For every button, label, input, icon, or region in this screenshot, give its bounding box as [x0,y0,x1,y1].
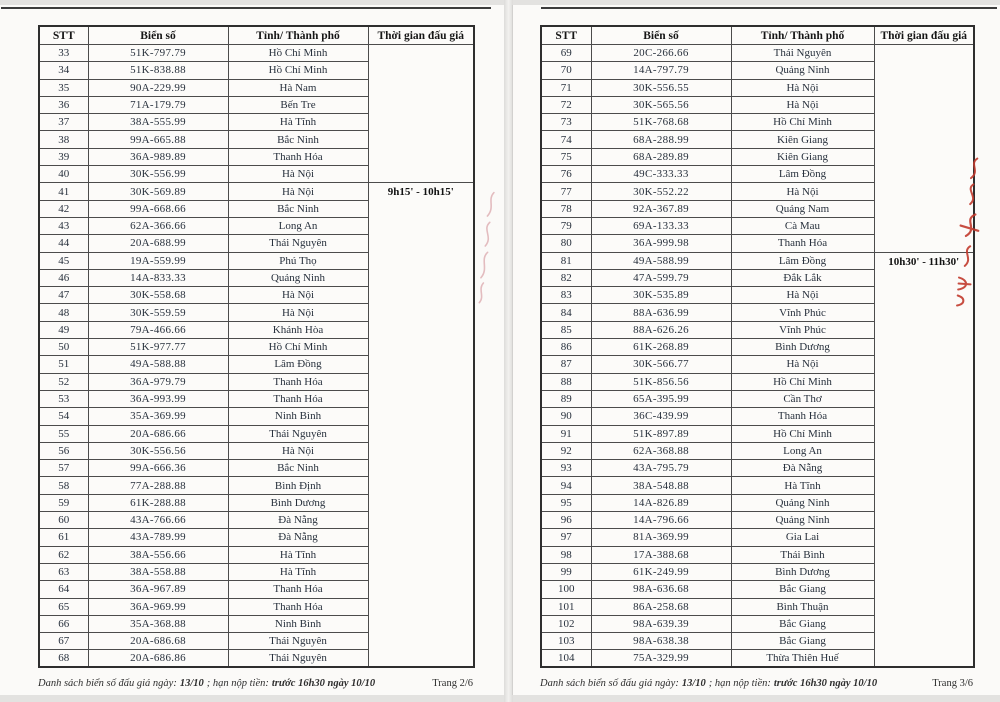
stt-cell: 96 [541,512,591,529]
stt-cell: 99 [541,563,591,580]
stt-cell: 49 [39,321,88,338]
table-row [541,252,974,269]
plate-cell: 65A-395.99 [591,390,731,407]
footer-prefix: Danh sách biển số đấu giá ngày: [38,678,177,689]
stt-cell: 87 [541,356,591,373]
footer-note [38,678,378,689]
province-cell: Bình Dương [228,494,368,511]
stt-cell: 66 [39,615,88,632]
stt-cell: 103 [541,633,591,650]
stt-cell: 100 [541,581,591,598]
plate-cell: 38A-556.66 [88,546,228,563]
stt-cell: 86 [541,339,591,356]
stt-cell: 59 [39,494,88,511]
province-cell: Bình Thuận [731,598,874,615]
plate-cell: 79A-466.66 [88,321,228,338]
stt-cell: 39 [39,148,88,165]
province-cell: Đà Nẵng [731,460,874,477]
province-cell: Bắc Ninh [228,460,368,477]
province-cell: Quảng Ninh [731,494,874,511]
table-row [541,45,974,62]
stt-cell: 50 [39,339,88,356]
plate-cell: 61K-288.88 [88,494,228,511]
footer-deadline: trước 16h30 ngày 10/10 [271,678,376,689]
stt-cell: 36 [39,96,88,113]
plate-cell: 30K-552.22 [591,183,731,200]
plate-cell: 36A-979.79 [88,373,228,390]
province-cell: Quảng Ninh [228,269,368,286]
province-cell: Bình Dương [731,339,874,356]
stt-cell: 41 [39,183,88,200]
plate-cell: 51K-856.56 [591,373,731,390]
province-cell: Bắc Giang [731,615,874,632]
table-header-row [541,26,974,45]
province-cell: Hà Tĩnh [731,477,874,494]
plate-cell: 69A-133.33 [591,217,731,234]
plate-cell: 14A-833.33 [88,269,228,286]
plate-cell: 49A-588.99 [591,252,731,269]
province-cell: Thái Nguyên [228,633,368,650]
plate-cell: 68A-289.89 [591,148,731,165]
plate-cell: 49C-333.33 [591,166,731,183]
province-cell: Thái Nguyên [228,425,368,442]
stt-cell: 46 [39,269,88,286]
province-cell: Ninh Bình [228,408,368,425]
stt-cell: 75 [541,148,591,165]
plate-cell: 30K-556.56 [88,442,228,459]
province-cell: Kiên Giang [731,148,874,165]
province-cell: Hà Nam [228,79,368,96]
province-cell: Hồ Chí Minh [228,45,368,62]
province-cell: Thanh Hóa [228,373,368,390]
stt-cell: 104 [541,650,591,667]
plate-cell: 30K-558.68 [88,287,228,304]
stt-cell: 33 [39,45,88,62]
plate-cell: 98A-639.39 [591,615,731,632]
plate-cell: 36C-439.99 [591,408,731,425]
plate-cell: 43A-789.99 [88,529,228,546]
province-cell: Thanh Hóa [228,581,368,598]
stt-cell: 35 [39,79,88,96]
stt-cell: 68 [39,650,88,667]
stt-cell: 71 [541,79,591,96]
page-divider [504,0,513,702]
stt-cell: 61 [39,529,88,546]
column-header-province: Tỉnh/ Thành phố [228,26,368,45]
province-cell: Ninh Bình [228,615,368,632]
plate-cell: 36A-999.98 [591,235,731,252]
province-cell: Bắc Giang [731,581,874,598]
province-cell: Gia Lai [731,529,874,546]
table-row [39,183,474,200]
column-header-province: Tỉnh/ Thành phố [731,26,874,45]
stt-cell: 85 [541,321,591,338]
plate-cell: 98A-636.68 [591,581,731,598]
plate-cell: 30K-556.99 [88,166,228,183]
province-cell: Quảng Ninh [731,62,874,79]
plate-cell: 38A-555.99 [88,114,228,131]
province-cell: Bình Định [228,477,368,494]
plate-cell: 36A-969.99 [88,598,228,615]
page-number: Trang 2/6 [432,678,473,689]
plate-cell: 30K-569.89 [88,183,228,200]
plate-cell: 51K-768.68 [591,114,731,131]
page-footer [38,678,473,689]
plate-cell: 30K-535.89 [591,287,731,304]
province-cell: Kiên Giang [731,131,874,148]
plate-cell: 38A-558.88 [88,563,228,580]
plate-cell: 88A-626.26 [591,321,731,338]
stt-cell: 52 [39,373,88,390]
plate-cell: 17A-388.68 [591,546,731,563]
stt-cell: 78 [541,200,591,217]
stt-cell: 62 [39,546,88,563]
province-cell: Thái Nguyên [228,650,368,667]
stt-cell: 76 [541,166,591,183]
plate-cell: 68A-288.99 [591,131,731,148]
province-cell: Phú Thọ [228,252,368,269]
province-cell: Hà Nội [228,287,368,304]
stt-cell: 88 [541,373,591,390]
plate-cell: 61K-268.89 [591,339,731,356]
auction-time-cell: 10h30' - 11h30' [874,252,974,667]
plate-cell: 36A-967.89 [88,581,228,598]
footer-auction-date: 13/10 [681,678,706,689]
stt-cell: 82 [541,269,591,286]
plate-cell: 99A-665.88 [88,131,228,148]
province-cell: Hà Nội [228,304,368,321]
province-cell: Thanh Hóa [731,235,874,252]
plate-cell: 35A-369.99 [88,408,228,425]
stt-cell: 65 [39,598,88,615]
footer-note [540,678,880,689]
stt-cell: 73 [541,114,591,131]
plate-cell: 14A-797.79 [591,62,731,79]
province-cell: Bắc Ninh [228,200,368,217]
province-cell: Hà Nội [731,79,874,96]
stt-cell: 98 [541,546,591,563]
plate-cell: 20A-686.66 [88,425,228,442]
column-header-auction-time: Thời gian đấu giá [874,26,974,45]
plate-cell: 38A-548.88 [591,477,731,494]
plate-cell: 43A-766.66 [88,512,228,529]
column-header-stt: STT [39,26,88,45]
plate-cell: 71A-179.79 [88,96,228,113]
province-cell: Thanh Hóa [228,148,368,165]
stt-cell: 34 [39,62,88,79]
stt-cell: 72 [541,96,591,113]
province-cell: Khánh Hòa [228,321,368,338]
province-cell: Hà Nội [731,356,874,373]
auction-time-cell: 9h15' - 10h15' [368,183,474,667]
license-plate-table-page2 [38,25,475,668]
plate-cell: 90A-229.99 [88,79,228,96]
stt-cell: 84 [541,304,591,321]
plate-cell: 36A-989.89 [88,148,228,165]
column-header-plate: Biển số [88,26,228,45]
province-cell: Cà Mau [731,217,874,234]
plate-cell: 77A-288.88 [88,477,228,494]
stt-cell: 89 [541,390,591,407]
province-cell: Bắc Ninh [228,131,368,148]
province-cell: Bắc Giang [731,633,874,650]
stt-cell: 58 [39,477,88,494]
stt-cell: 94 [541,477,591,494]
province-cell: Lâm Đồng [731,252,874,269]
plate-cell: 98A-638.38 [591,633,731,650]
plate-cell: 51K-838.88 [88,62,228,79]
province-cell: Đà Nẵng [228,529,368,546]
stt-cell: 55 [39,425,88,442]
stt-cell: 38 [39,131,88,148]
province-cell: Đà Nẵng [228,512,368,529]
province-cell: Vĩnh Phúc [731,304,874,321]
stt-cell: 92 [541,442,591,459]
plate-cell: 86A-258.68 [591,598,731,615]
province-cell: Hà Nội [731,183,874,200]
plate-cell: 30K-556.55 [591,79,731,96]
stt-cell: 53 [39,390,88,407]
plate-cell: 30K-565.56 [591,96,731,113]
plate-cell: 62A-366.66 [88,217,228,234]
plate-cell: 20A-686.68 [88,633,228,650]
footer-separator: ; hạn nộp tiền: [206,678,269,689]
province-cell: Hồ Chí Minh [228,339,368,356]
auction-time-cell [368,45,474,183]
stt-cell: 97 [541,529,591,546]
province-cell: Lâm Đồng [731,166,874,183]
province-cell: Hà Tĩnh [228,563,368,580]
plate-cell: 30K-559.59 [88,304,228,321]
stt-cell: 37 [39,114,88,131]
province-cell: Hà Nội [228,442,368,459]
province-cell: Thái Nguyên [228,235,368,252]
stt-cell: 54 [39,408,88,425]
plate-cell: 51K-977.77 [88,339,228,356]
province-cell: Thanh Hóa [228,390,368,407]
province-cell: Thừa Thiên Huế [731,650,874,667]
stt-cell: 83 [541,287,591,304]
province-cell: Đắk Lắk [731,269,874,286]
table-row [39,45,474,62]
province-cell: Hà Nội [228,183,368,200]
stt-cell: 57 [39,460,88,477]
stt-cell: 42 [39,200,88,217]
stt-cell: 91 [541,425,591,442]
plate-cell: 14A-796.66 [591,512,731,529]
province-cell: Hà Nội [731,96,874,113]
plate-cell: 61K-249.99 [591,563,731,580]
stt-cell: 79 [541,217,591,234]
stt-cell: 45 [39,252,88,269]
province-cell: Hà Nội [731,287,874,304]
plate-cell: 30K-566.77 [591,356,731,373]
stt-cell: 93 [541,460,591,477]
footer-deadline: trước 16h30 ngày 10/10 [773,678,878,689]
stt-cell: 64 [39,581,88,598]
plate-cell: 49A-588.88 [88,356,228,373]
plate-cell: 51K-897.89 [591,425,731,442]
footer-auction-date: 13/10 [179,678,204,689]
province-cell: Long An [731,442,874,459]
province-cell: Thái Bình [731,546,874,563]
scan-edge-line [1,7,491,9]
page-footer [540,678,973,689]
plate-cell: 20A-688.99 [88,235,228,252]
scan-edge-line [541,7,997,9]
plate-cell: 20C-266.66 [591,45,731,62]
province-cell: Hà Tĩnh [228,546,368,563]
stt-cell: 67 [39,633,88,650]
province-cell: Quảng Nam [731,200,874,217]
stt-cell: 56 [39,442,88,459]
plate-cell: 88A-636.99 [591,304,731,321]
plate-cell: 81A-369.99 [591,529,731,546]
page-number: Trang 3/6 [932,678,973,689]
column-header-auction-time: Thời gian đấu giá [368,26,474,45]
stt-cell: 101 [541,598,591,615]
province-cell: Thanh Hóa [731,408,874,425]
plate-cell: 51K-797.79 [88,45,228,62]
plate-cell: 99A-666.36 [88,460,228,477]
stt-cell: 63 [39,563,88,580]
stt-cell: 70 [541,62,591,79]
province-cell: Long An [228,217,368,234]
plate-cell: 47A-599.79 [591,269,731,286]
plate-cell: 35A-368.88 [88,615,228,632]
plate-cell: 92A-367.89 [591,200,731,217]
column-header-plate: Biển số [591,26,731,45]
stt-cell: 48 [39,304,88,321]
province-cell: Quảng Ninh [731,512,874,529]
province-cell: Bình Dương [731,563,874,580]
province-cell: Hồ Chí Minh [731,114,874,131]
plate-cell: 99A-668.66 [88,200,228,217]
province-cell: Bến Tre [228,96,368,113]
stt-cell: 69 [541,45,591,62]
plate-cell: 14A-826.89 [591,494,731,511]
plate-cell: 75A-329.99 [591,650,731,667]
stt-cell: 47 [39,287,88,304]
auction-time-cell [874,45,974,253]
stt-cell: 43 [39,217,88,234]
province-cell: Hồ Chí Minh [731,425,874,442]
province-cell: Vĩnh Phúc [731,321,874,338]
license-plate-table-page3 [540,25,975,668]
table-header-row [39,26,474,45]
column-header-stt: STT [541,26,591,45]
province-cell: Hồ Chí Minh [731,373,874,390]
footer-separator: ; hạn nộp tiền: [708,678,771,689]
plate-cell: 20A-686.86 [88,650,228,667]
plate-cell: 19A-559.99 [88,252,228,269]
stt-cell: 81 [541,252,591,269]
stt-cell: 90 [541,408,591,425]
stt-cell: 102 [541,615,591,632]
province-cell: Lâm Đồng [228,356,368,373]
stt-cell: 95 [541,494,591,511]
province-cell: Thái Nguyên [731,45,874,62]
province-cell: Cần Thơ [731,390,874,407]
stt-cell: 44 [39,235,88,252]
plate-cell: 36A-993.99 [88,390,228,407]
footer-prefix: Danh sách biển số đấu giá ngày: [540,678,679,689]
province-cell: Thanh Hóa [228,598,368,615]
stt-cell: 40 [39,166,88,183]
stt-cell: 77 [541,183,591,200]
province-cell: Hà Nội [228,166,368,183]
plate-cell: 62A-368.88 [591,442,731,459]
province-cell: Hà Tĩnh [228,114,368,131]
stt-cell: 60 [39,512,88,529]
province-cell: Hồ Chí Minh [228,62,368,79]
stt-cell: 51 [39,356,88,373]
plate-cell: 43A-795.79 [591,460,731,477]
stt-cell: 74 [541,131,591,148]
stt-cell: 80 [541,235,591,252]
